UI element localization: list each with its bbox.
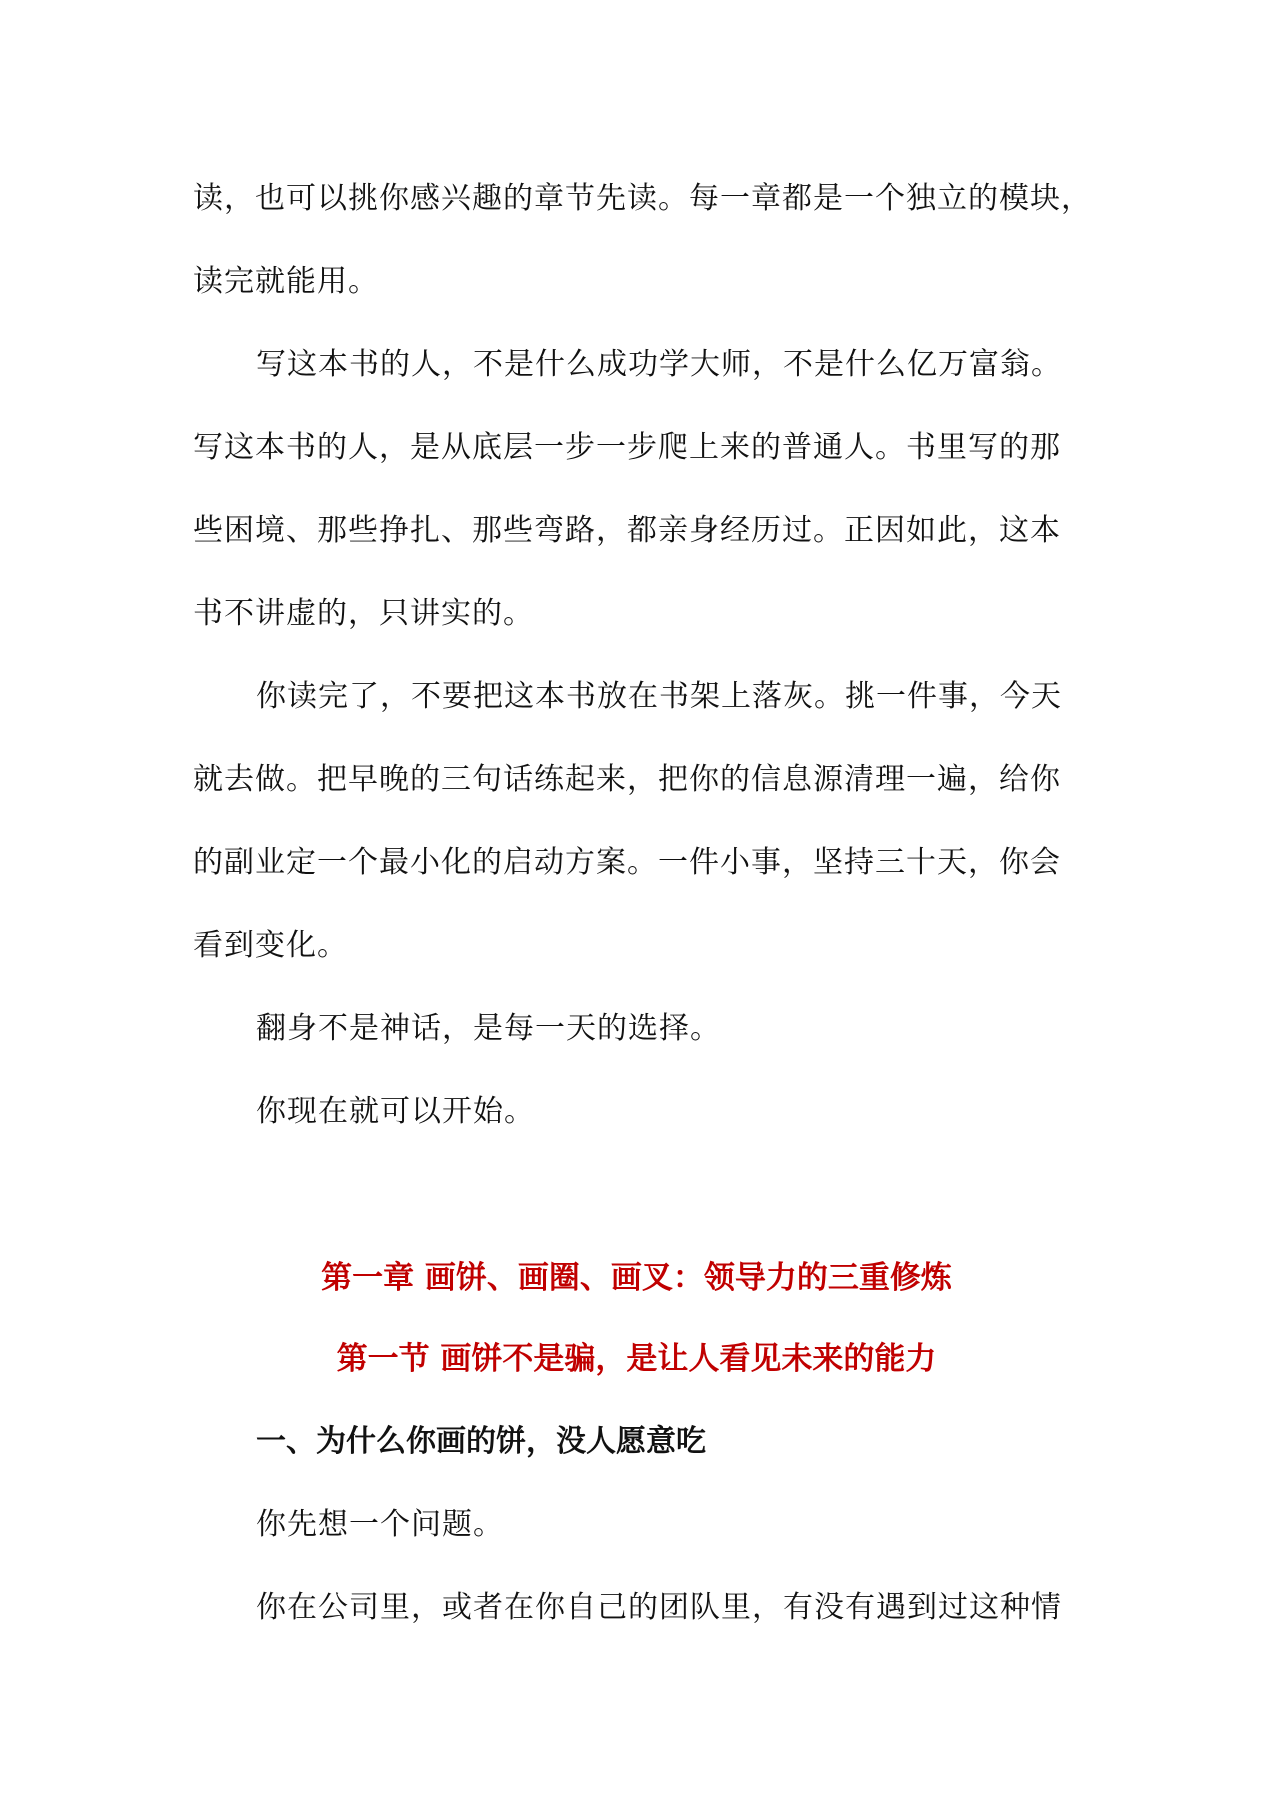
paragraph-line: 些困境、那些挣扎、那些弯路，都亲身经历过。正因如此，这本 bbox=[193, 513, 1061, 548]
subheading: 一、为什么你画的饼，没人愿意吃 bbox=[256, 1424, 706, 1459]
section-title: 第一节 画饼不是骗，是让人看见未来的能力 bbox=[336, 1341, 937, 1377]
paragraph-line: 写这本书的人，是从底层一步一步爬上来的普通人。书里写的那 bbox=[193, 430, 1061, 465]
paragraph-line: 你先想一个问题。 bbox=[256, 1507, 504, 1542]
paragraph-line: 看到变化。 bbox=[193, 928, 348, 963]
paragraph-line: 就去做。把早晚的三句话练起来，把你的信息源清理一遍，给你 bbox=[193, 762, 1061, 797]
paragraph-line: 读，也可以挑你感兴趣的章节先读。每一章都是一个独立的模块， bbox=[193, 181, 1092, 216]
paragraph-line: 书不讲虚的，只讲实的。 bbox=[193, 596, 534, 631]
paragraph-line: 你在公司里，或者在你自己的团队里，有没有遇到过这种情 bbox=[256, 1590, 1062, 1625]
paragraph-line: 你现在就可以开始。 bbox=[256, 1094, 535, 1129]
paragraph-line: 的副业定一个最小化的启动方案。一件小事，坚持三十天，你会 bbox=[193, 845, 1061, 880]
paragraph-line: 翻身不是神话，是每一天的选择。 bbox=[256, 1011, 721, 1046]
chapter-title: 第一章 画饼、画圈、画叉：领导力的三重修炼 bbox=[321, 1260, 952, 1296]
paragraph-line: 你读完了，不要把这本书放在书架上落灰。挑一件事，今天 bbox=[256, 679, 1062, 714]
paragraph-line: 写这本书的人，不是什么成功学大师，不是什么亿万富翁。 bbox=[256, 347, 1062, 382]
paragraph-line: 读完就能用。 bbox=[193, 264, 379, 299]
